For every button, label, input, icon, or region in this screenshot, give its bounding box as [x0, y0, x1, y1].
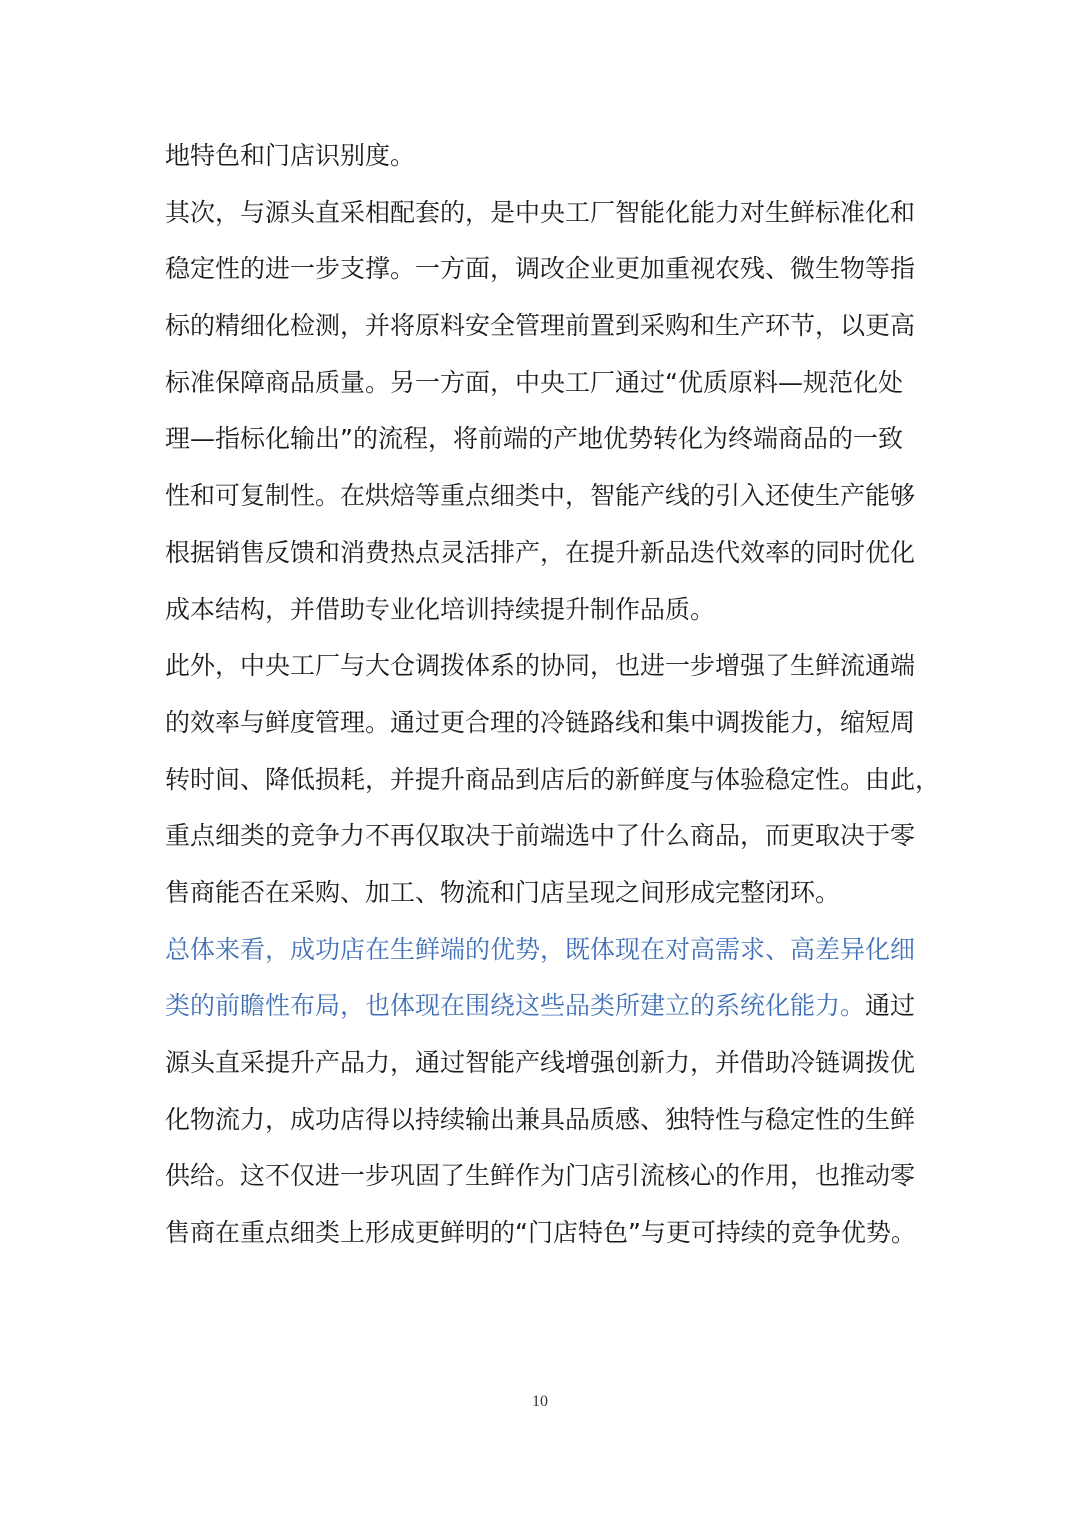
text-line: 售商在重点细类上形成更鲜明的“门店特色”与更可持续的竞争优势。 [165, 1218, 916, 1248]
text-line: 理—指标化输出”的流程，将前端的产地优势转化为终端商品的一致 [165, 424, 903, 454]
plain-text: 通过 [865, 991, 916, 1021]
text-line: 售商能否在采购、加工、物流和门店呈现之间形成完整闭环。 [165, 877, 841, 907]
text-line: 标的精细化检测，并将原料安全管理前置到采购和生产环节，以更高 [165, 311, 916, 341]
text-line: 性和可复制性。在烘焙等重点细类中，智能产线的引入还使生产能够 [165, 481, 916, 511]
body-text [165, 128, 941, 1262]
mixed-text-line [165, 978, 925, 1035]
text-line: 源头直采提升产品力，通过智能产线增强创新力，并借助冷链调拨优 [165, 1048, 916, 1077]
text-line: 地特色和门店识别度。 [165, 141, 416, 170]
page-number: 10 [532, 1393, 548, 1410]
text-line: 此外，中央工厂与大仓调拨体系的协同，也进一步增强了生鲜流通端 [165, 651, 916, 681]
highlighted-text-line: 总体来看，成功店在生鲜端的优势，既体现在对高需求、高差异化细 [165, 934, 916, 964]
highlighted-text: 类的前瞻性布局，也体现在围绕这些品类所建立的系统化能力。 [165, 991, 866, 1021]
text-line: 供给。这不仅进一步巩固了生鲜作为门店引流核心的作用，也推动零 [165, 1161, 916, 1191]
text-line: 根据销售反馈和消费热点灵活排产，在提升新品迭代效率的同时优化 [165, 537, 916, 567]
text-line: 化物流力，成功店得以持续输出兼具品质感、独特性与稳定性的生鲜 [165, 1104, 916, 1134]
text-line: 重点细类的竞争力不再仅取决于前端选中了什么商品，而更取决于零 [165, 821, 916, 851]
text-line: 转时间、降低损耗，并提升商品到店后的新鲜度与体验稳定性。由此， [165, 764, 941, 794]
text-line: 稳定性的进一步支撑。一方面，调改企业更加重视农残、微生物等指 [165, 254, 916, 284]
text-line: 其次，与源头直采相配套的，是中央工厂智能化能力对生鲜标准化和 [165, 197, 916, 227]
text-line: 标准保障商品质量。另一方面，中央工厂通过“优质原料—规范化处 [165, 367, 903, 397]
text-line: 的效率与鲜度管理。通过更合理的冷链路线和集中调拨能力，缩短周 [165, 707, 916, 737]
text-line: 成本结构，并借助专业化培训持续提升制作品质。 [165, 594, 716, 624]
